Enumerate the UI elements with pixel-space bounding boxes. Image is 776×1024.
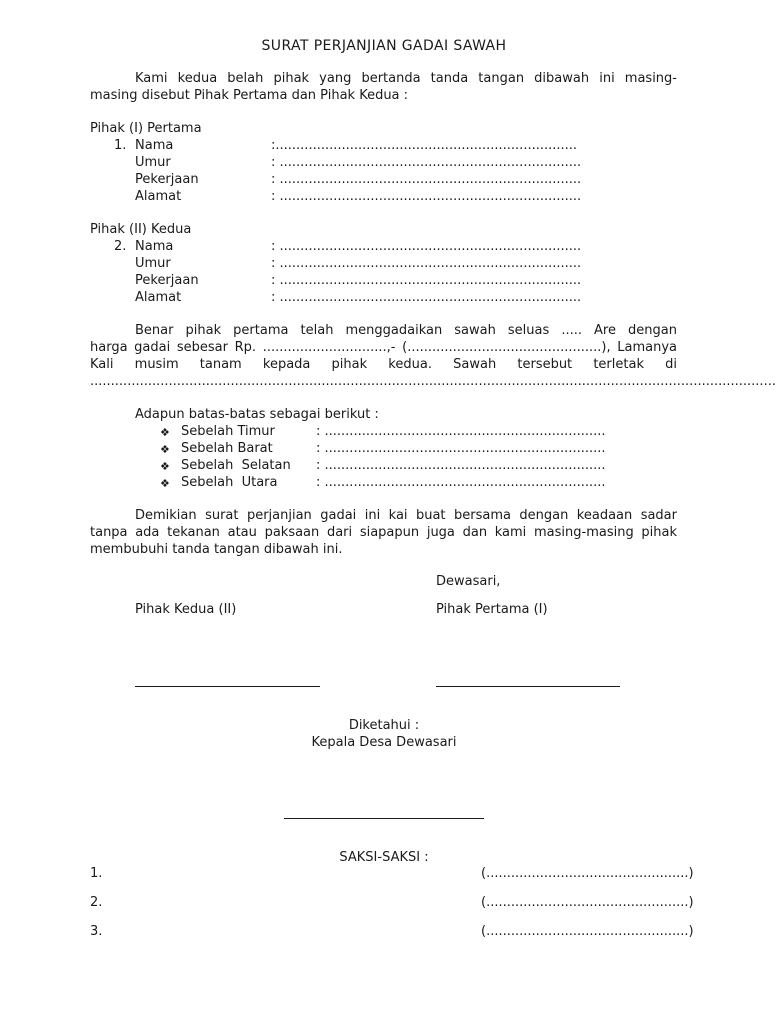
acknowledged-title: Kepala Desa Dewasari bbox=[311, 735, 457, 750]
party1-address-label: Alamat bbox=[135, 189, 182, 204]
signature-place: Dewasari, bbox=[436, 574, 501, 589]
signature-line-right bbox=[436, 686, 620, 687]
intro-line-2: masing disebut Pihak Pertama dan Pihak Kedua : bbox=[90, 88, 409, 103]
party2-age-label: Umur bbox=[135, 256, 171, 271]
border-west-field: : .................................................................... bbox=[316, 441, 606, 456]
witness-blank-2: (.................................................) bbox=[481, 895, 694, 910]
agreement-line-2: harga gadai sebesar Rp. ..............................,- (...............................................), Lamanya bbox=[90, 340, 677, 355]
party2-age-field: : ......................................................................... bbox=[271, 256, 582, 271]
signature-left-party: Pihak Kedua (II) bbox=[135, 602, 237, 617]
border-south-field: : .................................................................... bbox=[316, 458, 606, 473]
party2-job-field: : ......................................................................... bbox=[271, 273, 582, 288]
party2-heading: Pihak (II) Kedua bbox=[90, 222, 192, 237]
closing-line-2: tanpa ada tekanan atau paksaan dari siapapun juga dan kami masing-masing pihak bbox=[90, 525, 677, 540]
witness-number-1: 1. bbox=[90, 866, 103, 881]
bullet-diamond-icon: ❖ bbox=[160, 477, 170, 490]
party1-age-field: : ......................................................................... bbox=[271, 155, 582, 170]
acknowledged-label: Diketahui : bbox=[348, 718, 420, 733]
party1-job-field: : ......................................................................... bbox=[271, 172, 582, 187]
witnesses-heading: SAKSI-SAKSI : bbox=[339, 850, 429, 865]
party2-address-field: : ......................................................................... bbox=[271, 290, 582, 305]
border-north-field: : .................................................................... bbox=[316, 475, 606, 490]
party1-name-field: :......................................................................... bbox=[271, 138, 578, 153]
party1-heading: Pihak (I) Pertama bbox=[90, 121, 202, 136]
agreement-line-4: ...................................................................................................................................................................... bbox=[90, 374, 776, 389]
party1-number: 1. bbox=[114, 138, 127, 153]
border-north-label: Sebelah Utara bbox=[181, 475, 278, 490]
border-east-label: Sebelah Timur bbox=[181, 424, 275, 439]
party2-number: 2. bbox=[114, 239, 127, 254]
bullet-diamond-icon: ❖ bbox=[160, 426, 170, 439]
party1-name-label: Nama bbox=[135, 138, 174, 153]
agreement-line-3: Kali musim tanam kepada pihak kedua. Sawah tersebut terletak di bbox=[90, 357, 677, 372]
witness-blank-1: (.................................................) bbox=[481, 866, 694, 881]
party2-job-label: Pekerjaan bbox=[135, 273, 199, 288]
border-west-label: Sebelah Barat bbox=[181, 441, 273, 456]
party1-address-field: : ......................................................................... bbox=[271, 189, 582, 204]
party2-name-field: : ......................................................................... bbox=[271, 239, 582, 254]
party1-job-label: Pekerjaan bbox=[135, 172, 199, 187]
document-title: SURAT PERJANJIAN GADAI SAWAH bbox=[261, 38, 507, 54]
witness-number-2: 2. bbox=[90, 895, 103, 910]
agreement-line-1: Benar pihak pertama telah menggadaikan sawah seluas ..... Are dengan bbox=[135, 323, 677, 338]
bullet-diamond-icon: ❖ bbox=[160, 460, 170, 473]
intro-line-1: Kami kedua belah pihak yang bertanda tanda tangan dibawah ini masing- bbox=[135, 71, 677, 86]
closing-line-3: membubuhi tanda tangan dibawah ini. bbox=[90, 542, 343, 557]
bullet-diamond-icon: ❖ bbox=[160, 443, 170, 456]
party2-name-label: Nama bbox=[135, 239, 174, 254]
party1-age-label: Umur bbox=[135, 155, 171, 170]
witness-blank-3: (.................................................) bbox=[481, 924, 694, 939]
signature-line-left bbox=[135, 686, 320, 687]
signature-line-village-head bbox=[284, 818, 484, 819]
signature-right-party: Pihak Pertama (I) bbox=[436, 602, 548, 617]
witness-number-3: 3. bbox=[90, 924, 103, 939]
closing-line-1: Demikian surat perjanjian gadai ini kai buat bersama dengan keadaan sadar bbox=[135, 508, 677, 523]
party2-address-label: Alamat bbox=[135, 290, 182, 305]
border-east-field: : .................................................................... bbox=[316, 424, 606, 439]
borders-heading: Adapun batas-batas sebagai berikut : bbox=[135, 407, 379, 422]
border-south-label: Sebelah Selatan bbox=[181, 458, 291, 473]
